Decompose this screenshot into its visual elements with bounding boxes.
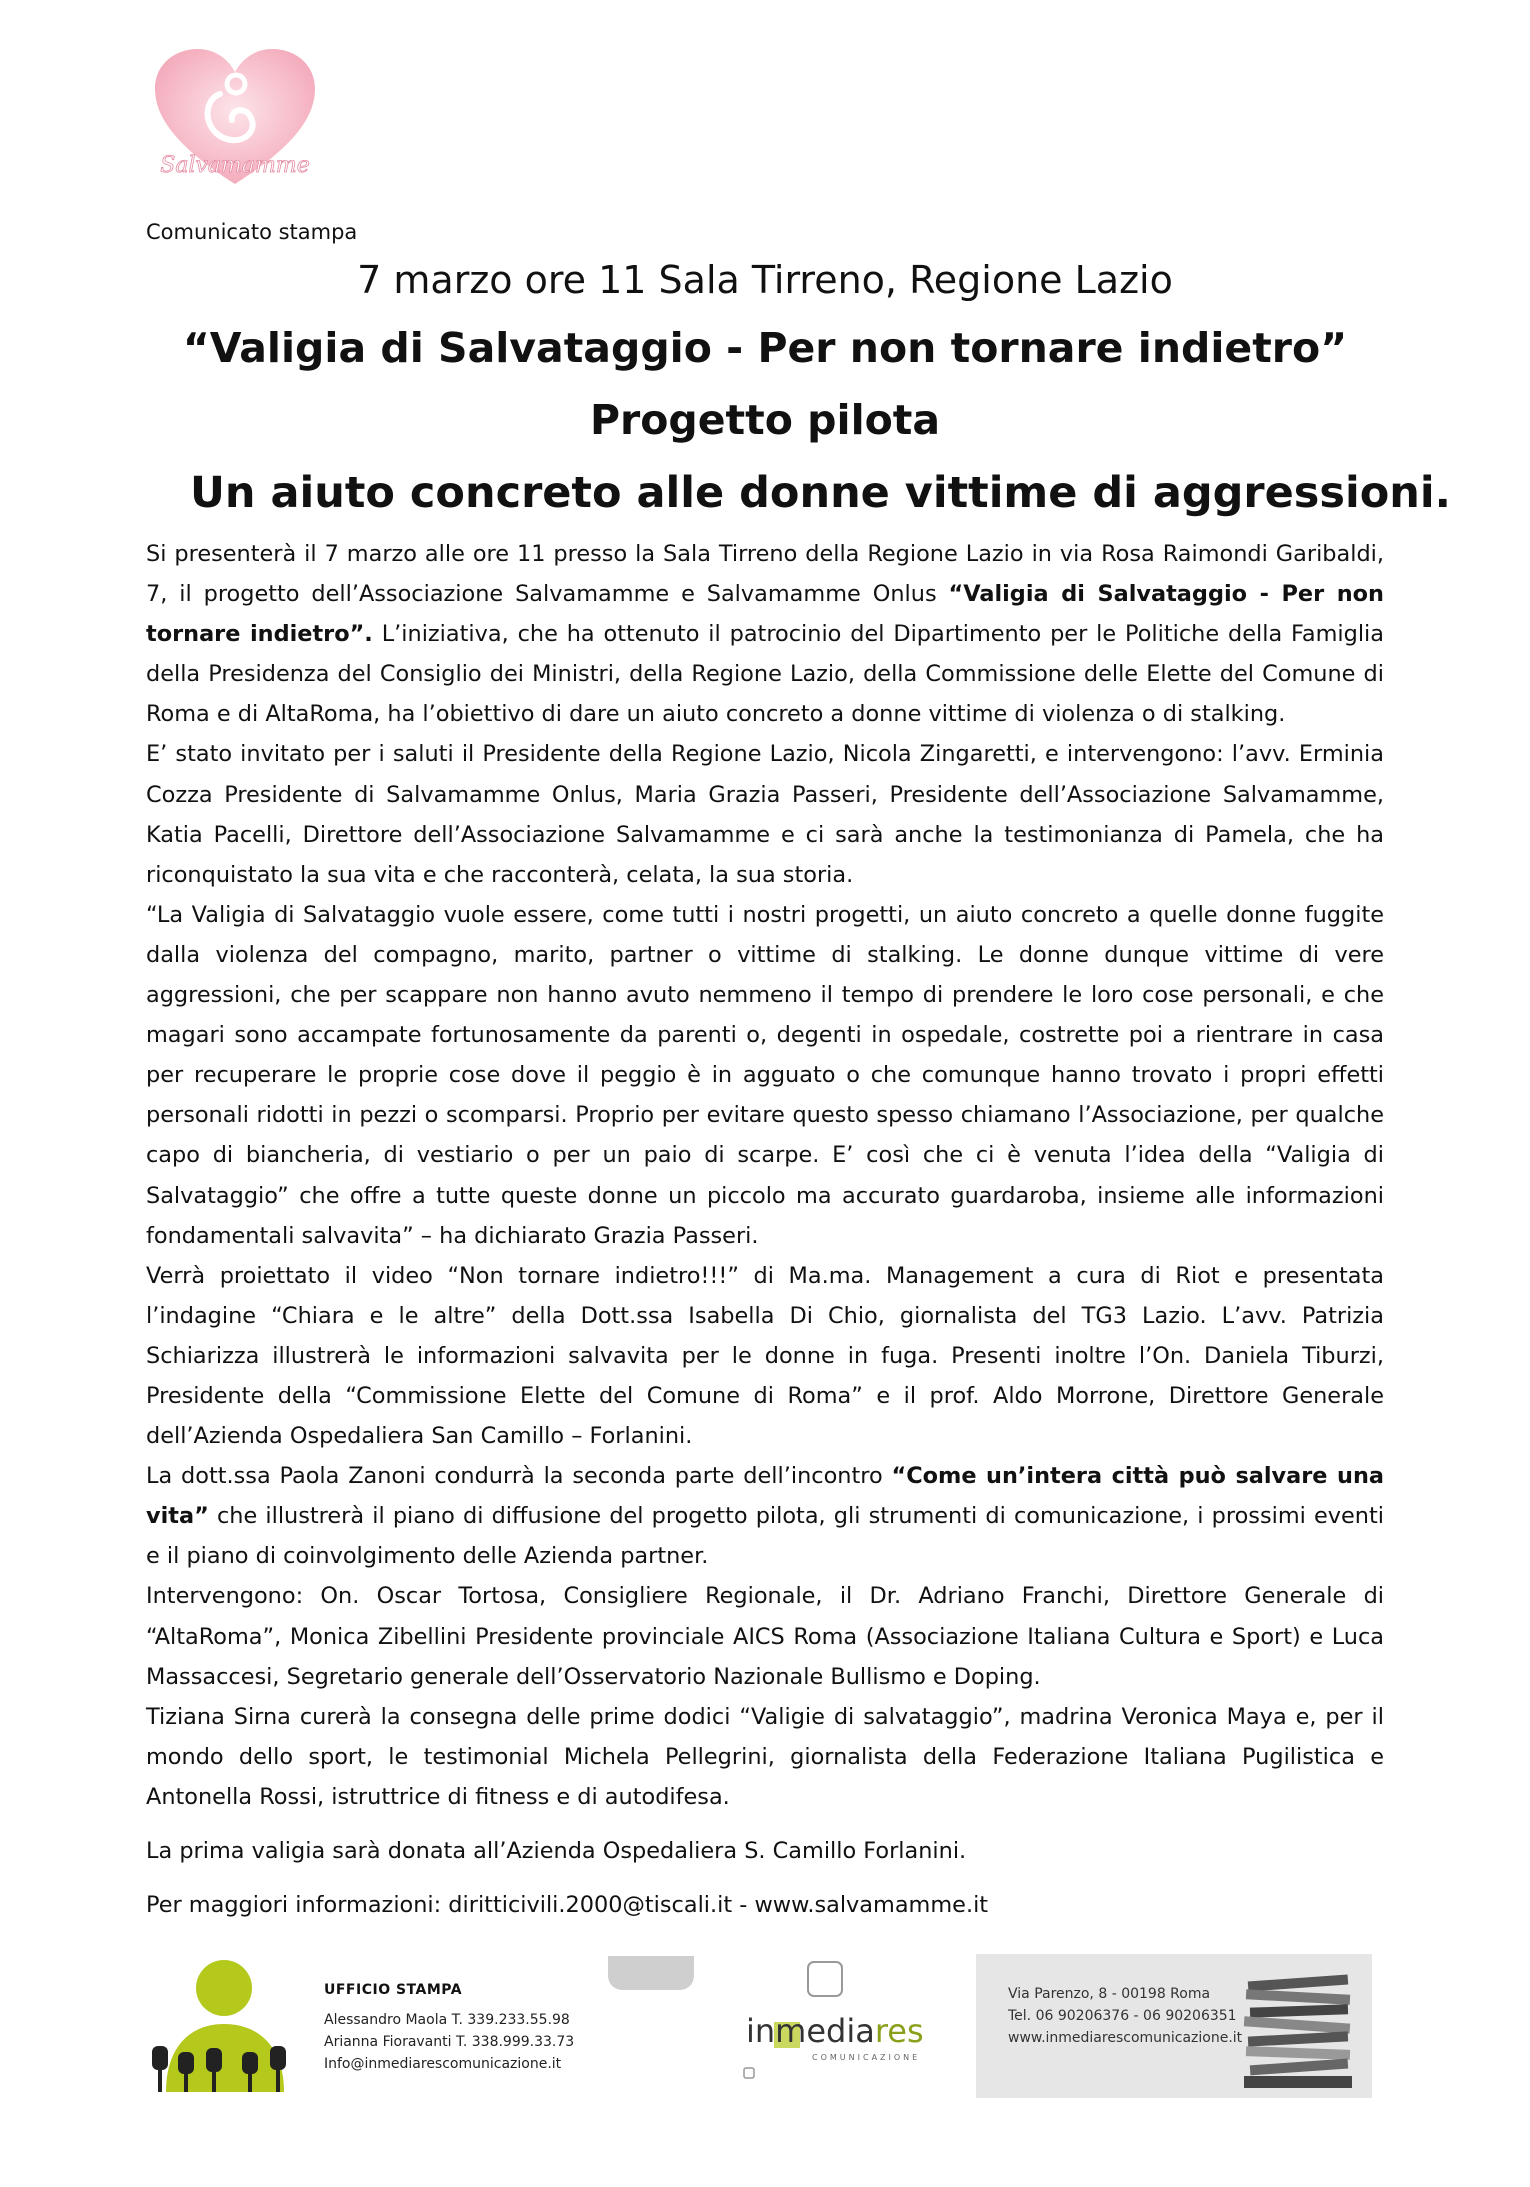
press-release-body <box>146 534 1384 1925</box>
title-pilot: Progetto pilota <box>589 396 941 444</box>
press-office-email: Info@inmediarescomunicazione.it <box>324 2056 562 2072</box>
paragraph-7: Tiziana Sirna curerà la consegna delle prime dodici “Valigie di salvataggio”, madrina Veronica Maya e, per il mondo dello sport, le testimonial Michela Pellegrini, giornalista della Federazione Italiana Pugilistica e Antonella Rossi, istruttrice di fitness e di autodifesa. <box>146 1703 1384 1810</box>
title-date: 7 marzo ore 11 Sala Tirreno, Regione Lazio <box>357 258 1173 302</box>
agency-contact-box <box>976 1954 1372 2098</box>
svg-text:inmediares: inmediares <box>746 2012 924 2050</box>
svg-text:COMUNICAZIONE: COMUNICAZIONE <box>812 2053 921 2062</box>
press-office-person-icon <box>146 1956 296 2092</box>
paragraph-8: La prima valigia sarà donata all’Azienda Ospedaliera S. Camillo Forlanini. <box>146 1838 967 1864</box>
press-office-contact-2: Arianna Fioravanti T. 338.999.33.73 <box>324 2034 575 2050</box>
salvamamme-logo <box>150 44 320 194</box>
paragraph-2: E’ stato invitato per i saluti il Presidente della Regione Lazio, Nicola Zingaretti, e intervengono: l’avv. Erminia Cozza Presidente di Salvamamme Onlus, Maria Grazia Passeri, Presidente dell’Associazione Salvamamme, Katia Pacelli, Direttore dell’Associazione Salvamamme e ci sarà anche la testimonianza di Pamela, che ha riconquistato la sua vita e che racconterà, celata, la sua storia. <box>146 741 1384 888</box>
kicker-label: Comunicato stampa <box>146 220 358 244</box>
agency-address: Via Parenzo, 8 - 00198 Roma <box>1008 1986 1211 2002</box>
title-project-name: “Valigia di Salvataggio - Per non tornare indietro” <box>182 324 1348 372</box>
agency-website: www.inmediarescomunicazione.it <box>1008 2030 1243 2046</box>
title-subtitle: Un aiuto concreto alle donne vittime di aggressioni. <box>190 468 1451 518</box>
paragraph-5: La dott.ssa Paola Zanoni condurrà la seconda parte dell’incontro “Come un’intera città può salvare una vita” che illustrerà il piano di diffusione del progetto pilota, gli strumenti di comunicazione, i prossimi eventi e il piano di coinvolgimento delle Azienda partner. <box>146 1463 1384 1570</box>
newspaper-stack-icon <box>1238 1958 1358 2094</box>
inmediares-logo <box>742 1960 952 2090</box>
press-office-title: UFFICIO STAMPA <box>324 1982 463 1998</box>
press-office-contact-1: Alessandro Maola T. 339.233.55.98 <box>324 2012 570 2028</box>
decorative-tab <box>608 1956 694 1990</box>
paragraph-3: “La Valigia di Salvataggio vuole essere, come tutti i nostri progetti, un aiuto concreto a quelle donne fuggite dalla violenza del compagno, marito, partner o vittime di stalking. Le donne dunque vittime di vere aggressioni, che per scappare non hanno avuto nemmeno il tempo di prendere le loro cose personali, e che magari sono accampate fortunosamente da parenti o, degenti in ospedale, costrette poi a rientrare in casa per recuperare le proprie cose dove il peggio è in agguato o che comunque hanno trovato i propri effetti personali ridotti in pezzi o scomparsi. Proprio per evitare questo spesso chiamano l’Associazione, per qualche capo di biancheria, di vestiario o per un paio di scarpe. E’ così che ci è venuta l’idea della “Valigia di Salvataggio” che offre a tutte queste donne un piccolo ma accurato guardaroba, insieme alle informazioni fondamentali salvavita” – ha dichiarato Grazia Passeri. <box>146 901 1384 1249</box>
contact-info: Per maggiori informazioni: diritticivili.2000@tiscali.it - www.salvamamme.it <box>146 1892 989 1919</box>
svg-text:Salvamamme: Salvamamme <box>160 153 310 178</box>
paragraph-1: Si presenterà il 7 marzo alle ore 11 presso la Sala Tirreno della Regione Lazio in via Rosa Raimondi Garibaldi, 7, il progetto dell’Associazione Salvamamme e Salvamamme Onlus “Valigia di Salvataggio - Per non tornare indietro”. L’iniziativa, che ha ottenuto il patrocinio del Dipartimento per le Politiche della Famiglia della Presidenza del Consiglio dei Ministri, della Regione Lazio, della Commissione delle Elette del Comune di Roma e di AltaRoma, ha l’obiettivo di dare un aiuto concreto a donne vittime di violenza o di stalking. <box>146 541 1384 728</box>
paragraph-4: Verrà proiettato il video “Non tornare indietro!!!” di Ma.ma. Management a cura di Riot e presentata l’indagine “Chiara e le altre” della Dott.ssa Isabella Di Chio, giornalista del TG3 Lazio. L’avv. Patrizia Schiarizza illustrerà le informazioni salvavita per le donne in fuga. Presenti inoltre l’On. Daniela Tiburzi, Presidente della “Commissione Elette del Comune di Roma” e il prof. Aldo Morrone, Direttore Generale dell’Azienda Ospedaliera San Camillo – Forlanini. <box>146 1262 1384 1450</box>
paragraph-6: Intervengono: On. Oscar Tortosa, Consigliere Regionale, il Dr. Adriano Franchi, Direttore Generale di “AltaRoma”, Monica Zibellini Presidente provinciale AICS Roma (Associazione Italiana Cultura e Sport) e Luca Massaccesi, Segretario generale dell’Osservatorio Nazionale Bullismo e Doping. <box>146 1583 1384 1690</box>
agency-phone: Tel. 06 90206376 - 06 90206351 <box>1008 2008 1237 2024</box>
